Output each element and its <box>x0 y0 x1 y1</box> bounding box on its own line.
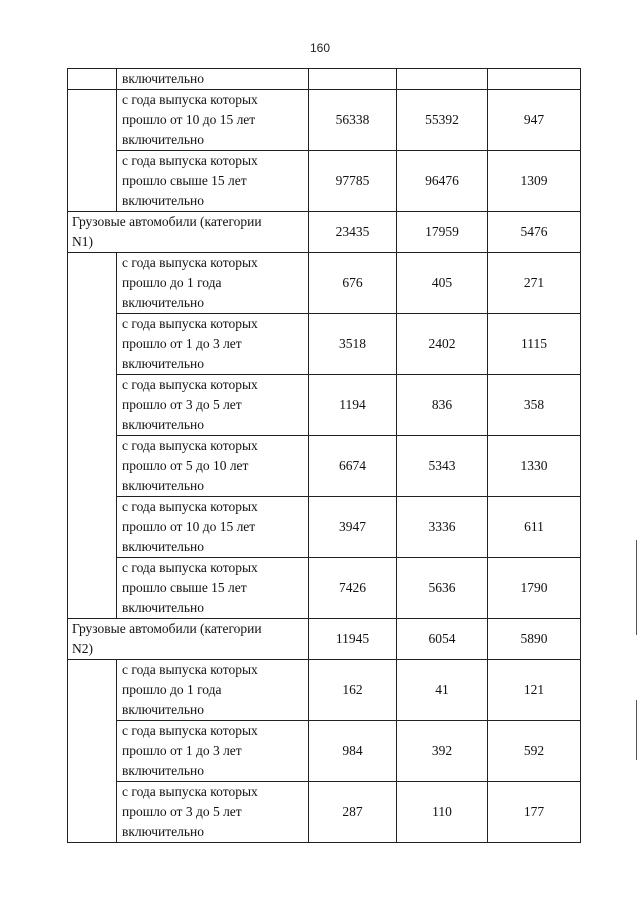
row-description: включительно <box>117 69 309 90</box>
cell-text-line: с года выпуска которых <box>122 723 258 738</box>
cell-text-line: N1) <box>72 234 93 249</box>
value-cell-1: 676 <box>309 253 397 314</box>
value-cell-2: 5343 <box>397 436 488 497</box>
cell-text-line: с года выпуска которых <box>122 499 258 514</box>
statistics-table <box>67 68 581 843</box>
value-cell-3: 947 <box>488 90 581 151</box>
value-cell-1: 984 <box>309 721 397 782</box>
value-cell-3 <box>488 69 581 90</box>
value-cell-1: 1194 <box>309 375 397 436</box>
table-row-continuation <box>68 69 581 90</box>
cell-text-line: включительно <box>122 132 205 147</box>
row-description <box>117 436 309 497</box>
category-value-2: 17959 <box>397 212 488 253</box>
cell-text-line: Грузовые автомобили (категории <box>72 214 262 229</box>
category-value-1: 11945 <box>309 619 397 660</box>
cell-text-line: включительно <box>122 824 205 839</box>
table-row <box>68 497 581 558</box>
category-row <box>68 212 581 253</box>
value-cell-3: 358 <box>488 375 581 436</box>
cell-text-line: прошло от 3 до 5 лет <box>122 397 242 412</box>
value-cell-2: 96476 <box>397 151 488 212</box>
category-value-3: 5476 <box>488 212 581 253</box>
table-row <box>68 151 581 212</box>
value-cell-2: 392 <box>397 721 488 782</box>
value-cell-2: 110 <box>397 782 488 843</box>
cell-text-line: прошло от 10 до 15 лет <box>122 519 256 534</box>
cell-text-line: включительно <box>122 539 205 554</box>
cell-text-line: с года выпуска которых <box>122 560 258 575</box>
row-description <box>117 151 309 212</box>
cell-text-line: прошло свыше 15 лет <box>122 173 247 188</box>
category-value-1: 23435 <box>309 212 397 253</box>
cell-text-line: с года выпуска которых <box>122 377 258 392</box>
value-cell-3: 1115 <box>488 314 581 375</box>
table-row <box>68 90 581 151</box>
value-cell-3: 1309 <box>488 151 581 212</box>
right-edge-scan-mark <box>636 700 637 760</box>
value-cell-1 <box>309 69 397 90</box>
table-row <box>68 375 581 436</box>
cell-text-line: прошло от 3 до 5 лет <box>122 804 242 819</box>
cell-text-line: включительно <box>122 295 205 310</box>
cell-text-line: прошло свыше 15 лет <box>122 580 247 595</box>
value-cell-3: 592 <box>488 721 581 782</box>
cell-text-line: с года выпуска которых <box>122 153 258 168</box>
row-description <box>117 497 309 558</box>
value-cell-3: 1790 <box>488 558 581 619</box>
indent-cell <box>68 69 117 90</box>
cell-text-line: прошло до 1 года <box>122 275 222 290</box>
category-row <box>68 619 581 660</box>
cell-text-line: с года выпуска которых <box>122 784 258 799</box>
indent-cell <box>68 253 117 619</box>
value-cell-2: 405 <box>397 253 488 314</box>
value-cell-3: 271 <box>488 253 581 314</box>
value-cell-2: 41 <box>397 660 488 721</box>
value-cell-2: 5636 <box>397 558 488 619</box>
right-edge-scan-mark <box>636 540 637 635</box>
cell-text-line: с года выпуска которых <box>122 255 258 270</box>
row-description <box>117 558 309 619</box>
row-description <box>117 314 309 375</box>
value-cell-2: 2402 <box>397 314 488 375</box>
cell-text-line: N2) <box>72 641 93 656</box>
value-cell-2: 55392 <box>397 90 488 151</box>
cell-text-line: включительно <box>122 702 205 717</box>
row-description <box>117 782 309 843</box>
table-row <box>68 253 581 314</box>
page-number: 160 <box>309 41 331 55</box>
value-cell-1: 3947 <box>309 497 397 558</box>
cell-text-line: прошло от 10 до 15 лет <box>122 112 256 127</box>
value-cell-2: 3336 <box>397 497 488 558</box>
value-cell-1: 3518 <box>309 314 397 375</box>
cell-text-line: с года выпуска которых <box>122 438 258 453</box>
indent-cell <box>68 90 117 212</box>
category-label <box>68 619 309 660</box>
category-value-3: 5890 <box>488 619 581 660</box>
cell-text-line: Грузовые автомобили (категории <box>72 621 262 636</box>
row-description <box>117 90 309 151</box>
value-cell-1: 6674 <box>309 436 397 497</box>
row-description <box>117 375 309 436</box>
table-row <box>68 436 581 497</box>
table-row <box>68 660 581 721</box>
cell-text-line: прошло до 1 года <box>122 682 222 697</box>
table-row <box>68 782 581 843</box>
cell-text-line: с года выпуска которых <box>122 316 258 331</box>
value-cell-1: 7426 <box>309 558 397 619</box>
row-description <box>117 660 309 721</box>
row-description <box>117 253 309 314</box>
value-cell-1: 287 <box>309 782 397 843</box>
value-cell-3: 121 <box>488 660 581 721</box>
cell-text-line: включительно <box>122 417 205 432</box>
cell-text-line: с года выпуска которых <box>122 662 258 677</box>
cell-text-line: прошло от 5 до 10 лет <box>122 458 249 473</box>
table-row <box>68 558 581 619</box>
category-value-2: 6054 <box>397 619 488 660</box>
value-cell-3: 177 <box>488 782 581 843</box>
indent-cell <box>68 660 117 843</box>
cell-text-line: с года выпуска которых <box>122 92 258 107</box>
cell-text-line: включительно <box>122 478 205 493</box>
value-cell-2 <box>397 69 488 90</box>
cell-text-line: включительно <box>122 193 205 208</box>
value-cell-1: 56338 <box>309 90 397 151</box>
cell-text-line: прошло от 1 до 3 лет <box>122 743 242 758</box>
cell-text-line: включительно <box>122 356 205 371</box>
table-row <box>68 721 581 782</box>
cell-text-line: включительно <box>122 763 205 778</box>
value-cell-1: 97785 <box>309 151 397 212</box>
row-description <box>117 721 309 782</box>
value-cell-1: 162 <box>309 660 397 721</box>
cell-text-line: прошло от 1 до 3 лет <box>122 336 242 351</box>
value-cell-2: 836 <box>397 375 488 436</box>
value-cell-3: 1330 <box>488 436 581 497</box>
table-row <box>68 314 581 375</box>
value-cell-3: 611 <box>488 497 581 558</box>
category-label <box>68 212 309 253</box>
cell-text-line: включительно <box>122 600 205 615</box>
